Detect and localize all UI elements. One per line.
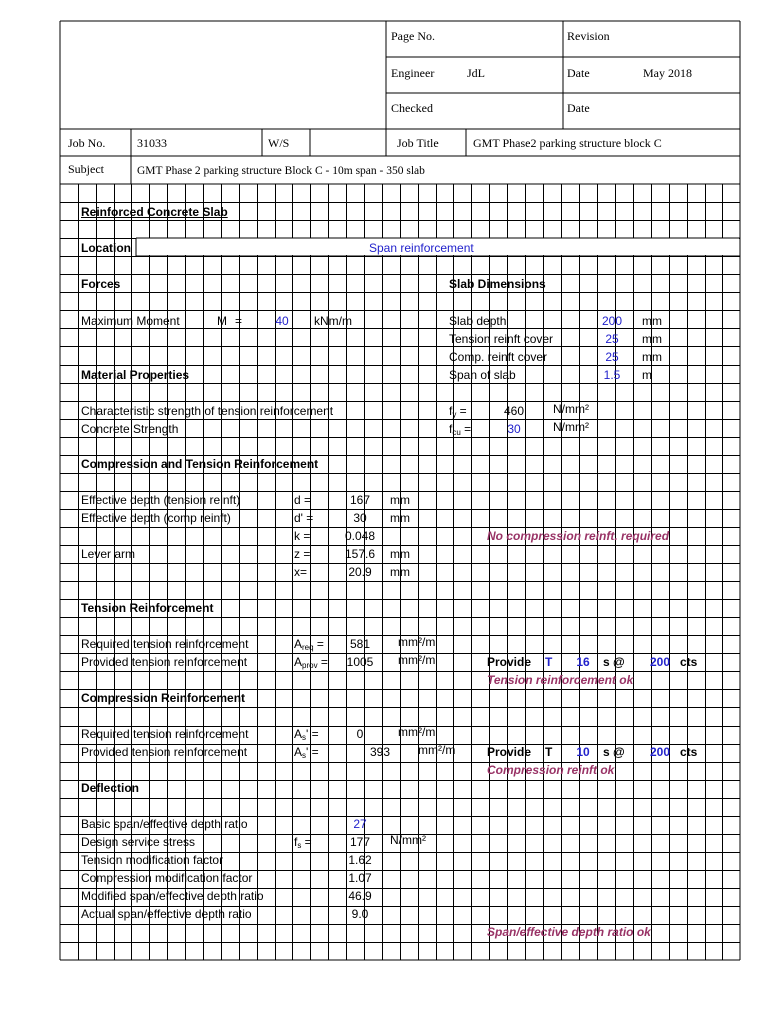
compression-heading: Compression Reinforcement: [81, 691, 246, 705]
d-value: 167: [349, 493, 371, 507]
fcu-unit: N/mm²: [553, 420, 589, 434]
z-symbol: z =: [294, 547, 311, 561]
tension-cover-value: 25: [605, 332, 619, 346]
span-value: 1.5: [603, 368, 621, 382]
d-label: Effective depth (tension reinft): [81, 493, 241, 507]
comp-req-symbol: $A_s'$ =: [294, 727, 319, 742]
deflection-ok-message: Span/effective depth ratio ok: [487, 925, 651, 939]
z-unit: mm: [390, 547, 410, 561]
tension-cts: cts: [680, 655, 698, 669]
sheet-title: Reinforced Concrete Slab: [81, 205, 228, 219]
basic-ratio-label: Basic span/effective depth ratio: [81, 817, 248, 831]
date-label: Date: [567, 66, 590, 80]
tension-mf-label: Tension modification factor: [81, 853, 224, 867]
tension-prov-symbol: $A_{prov}$ =: [294, 655, 328, 670]
dp-symbol: d' =: [294, 511, 314, 525]
modified-ratio-label: Modified span/effective depth ratio: [81, 889, 264, 903]
span-label: Span of slab: [449, 368, 516, 382]
x-value: 20.9: [348, 565, 372, 579]
comp-prov-unit: mm²/m: [418, 743, 456, 757]
d-symbol: d =: [294, 493, 312, 507]
comp-cts: cts: [680, 745, 698, 759]
comp-tension-heading: Compression and Tension Reinforcement: [81, 457, 319, 471]
job-title-value: GMT Phase2 parking structure block C: [473, 136, 662, 150]
x-unit: mm: [390, 565, 410, 579]
compression-ok-message: Compression reinft ok: [487, 763, 615, 777]
checked-date-label: Date: [567, 101, 590, 115]
compression-mf-value: 1.07: [348, 871, 372, 885]
checked-label: Checked: [391, 101, 433, 115]
fy-symbol: $f_y$ =: [449, 404, 467, 419]
tension-prov-label: Provided tension reinforcement: [81, 655, 248, 669]
tension-heading: Tension Reinforcement: [81, 601, 214, 615]
comp-prov-label: Provided tension reinforcement: [81, 745, 248, 759]
fy-label: Characteristic strength of tension reinforcement: [81, 404, 334, 418]
tension-prov-value: 1005: [346, 655, 374, 669]
moment-value: 40: [275, 314, 289, 328]
lever-arm-label: Lever arm: [81, 547, 136, 561]
tension-bar-size: 16: [576, 655, 590, 669]
subject-value: GMT Phase 2 parking structure Block C - 10m span - 350 slab: [137, 165, 425, 177]
service-stress-label: Design service stress: [81, 835, 196, 849]
fy-unit: N/mm²: [553, 402, 589, 416]
dp-label: Effective depth (comp reinft): [81, 511, 231, 525]
tension-ok-message: Tension reinforcement ok: [487, 673, 634, 687]
fs-symbol: $f_s$ =: [294, 835, 312, 850]
fcu-symbol: $f_{cu}$ =: [449, 422, 472, 437]
comp-cover-label: Comp. reinft cover: [449, 350, 548, 364]
comp-cover-unit: mm: [642, 350, 662, 364]
tension-spacing-label: s @: [603, 655, 625, 669]
comp-bar-size: 10: [576, 745, 590, 759]
span-unit: m: [642, 368, 652, 382]
service-stress-unit: N/mm²: [390, 833, 426, 847]
compression-mf-label: Compression modification factor: [81, 871, 253, 885]
comp-req-unit: mm²/m: [398, 725, 436, 739]
date-value: May 2018: [643, 66, 692, 80]
tension-req-label: Required tension reinforcement: [81, 637, 249, 651]
forces-heading: Forces: [81, 277, 121, 291]
tension-mf-value: 1.62: [348, 853, 372, 867]
tension-bar-type: T: [545, 655, 553, 669]
job-no-label: Job No.: [68, 136, 106, 150]
revision-label: Revision: [567, 29, 610, 43]
tension-req-value: 581: [349, 637, 371, 651]
comp-provide-label: Provide: [487, 745, 532, 759]
service-stress-value: 177: [349, 835, 371, 849]
actual-ratio-value: 9.0: [351, 907, 369, 921]
dp-value: 30: [353, 511, 367, 525]
comp-prov-symbol: $A_s'$ =: [294, 745, 319, 760]
comp-bar-type: T: [545, 745, 553, 759]
tension-cover-label: Tension reinft cover: [449, 332, 554, 346]
tension-cover-unit: mm: [642, 332, 662, 346]
page-no-label: Page No.: [391, 29, 435, 43]
ws-label: W/S: [268, 136, 290, 150]
slab-depth-unit: mm: [642, 314, 662, 328]
basic-ratio-value: 27: [353, 817, 367, 831]
tension-req-unit: mm²/m: [398, 635, 436, 649]
location-label: Location: [81, 241, 131, 255]
fcu-label: Concrete Strength: [81, 422, 179, 436]
k-value: 0.048: [344, 529, 376, 543]
slab-depth-value: 200: [601, 314, 623, 328]
x-symbol: x=: [294, 565, 308, 579]
modified-ratio-value: 46.9: [348, 889, 372, 903]
material-heading: Material Properties: [81, 368, 190, 382]
comp-prov-value: 393: [369, 745, 391, 759]
subject-label: Subject: [68, 162, 104, 176]
slab-depth-label: Slab depth: [449, 314, 507, 328]
tension-provide-label: Provide: [487, 655, 532, 669]
engineer-label: Engineer: [391, 66, 435, 80]
d-unit: mm: [390, 493, 410, 507]
fy-value: 460: [503, 404, 525, 418]
no-compression-message: No compression reinft. required: [487, 529, 670, 543]
comp-req-label: Required tension reinforcement: [81, 727, 249, 741]
fcu-value: 30: [507, 422, 521, 436]
z-value: 157.6: [344, 547, 376, 561]
location-value: Span reinforcement: [369, 241, 474, 255]
deflection-heading: Deflection: [81, 781, 140, 795]
k-symbol: k =: [294, 529, 311, 543]
moment-unit: kNm/m: [314, 314, 352, 328]
moment-eq: =: [235, 314, 243, 328]
slab-dimensions-heading: Slab Dimensions: [449, 277, 546, 291]
tension-req-symbol: $A_{req}$ =: [294, 637, 324, 652]
dp-unit: mm: [390, 511, 410, 525]
tension-prov-unit: mm²/m: [398, 653, 436, 667]
tension-spacing-value: 200: [649, 655, 671, 669]
actual-ratio-label: Actual span/effective depth ratio: [81, 907, 252, 921]
job-no-value: 31033: [137, 136, 167, 150]
moment-symbol: M: [217, 314, 227, 328]
comp-spacing-label: s @: [603, 745, 625, 759]
job-title-label: Job Title: [397, 136, 439, 150]
comp-spacing-value: 200: [649, 745, 671, 759]
comp-req-value: 0: [356, 727, 364, 741]
comp-cover-value: 25: [605, 350, 619, 364]
moment-label: Maximum Moment: [81, 314, 180, 328]
engineer-value: JdL: [467, 66, 485, 80]
